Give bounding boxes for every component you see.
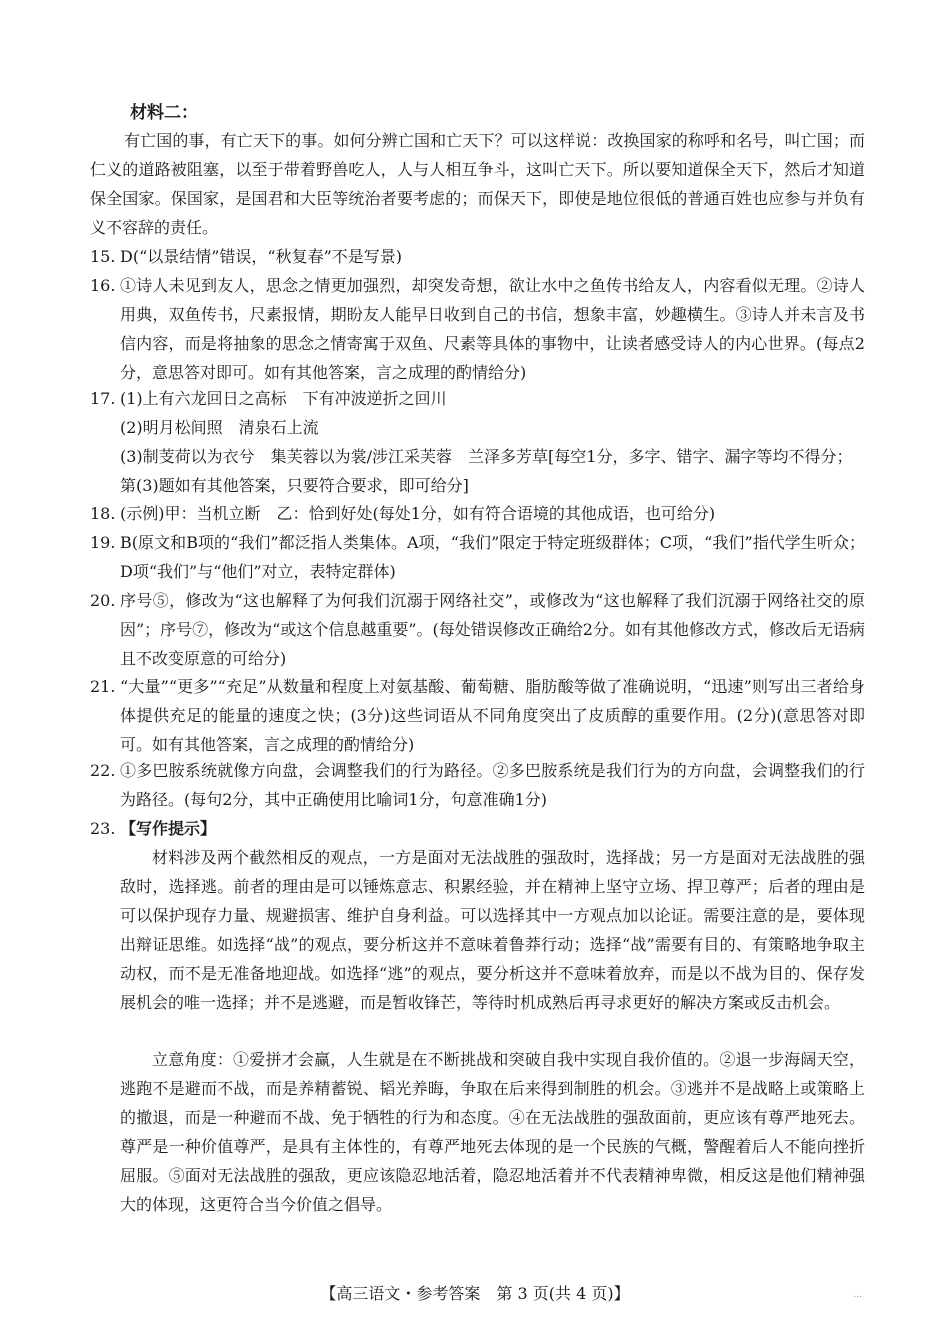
answer-text: ①多巴胺系统就像方向盘，会调整我们的行为路径。②多巴胺系统是我们行为的方向盘，会调整我们的行为路径。(每句2分，其中正确使用比喻词1分，句意准确1分) [120, 761, 865, 809]
answer-number: 16. [90, 276, 116, 295]
answer-text: (示例)甲：当机立断 乙：恰到好处(每处1分，如有符合语境的其他成语，也可给分) [120, 504, 716, 523]
answer-text: “大量”“更多”“充足”从数量和程度上对氨基酸、葡萄糖、脂肪酸等做了准确说明，“迅速”则写出三者给身体提供充足的能量的速度之快；(3分)这些词语从不同角度突出了皮质醇的重要作用。(2分)(意思答对即可。如有其他答案，言之成理的酌情给分) [120, 677, 865, 754]
writing-tips-heading: 【写作提示】 [120, 819, 217, 838]
answer-17-line2: (2)明月松间照 清泉石上流 [120, 418, 319, 437]
answer-text: B(原文和B项的“我们”都泛指人类集体。A项，“我们”限定于特定班级群体；C项，“我们”指代学生听众；D项“我们”与“他们”对立，表特定群体) [120, 533, 865, 581]
answer-number: 23. [90, 819, 116, 838]
answer-16 [90, 271, 865, 387]
answer-18 [90, 499, 865, 528]
writing-para-1: 材料涉及两个截然相反的观点，一方是面对无法战胜的强敌时，选择战；另一方是面对无法战胜的强敌时，选择逃。前者的理由是可以锤炼意志、积累经验，并在精神上坚守立场、捍卫尊严；后者的理由是可以保护现存力量、规避损害、维护自身利益。可以选择其中一方观点加以论证。需要注意的是，要体现出辩证思维。如选择“战”的观点，要分析这并不意味着鲁莽行动；选择“战”需要有目的、有策略地争取主动权，而不是无准备地迎战。如选择“逃”的观点，要分析这并不意味着放弃，而是以不战为目的、保存发展机会的唯一选择；并不是逃避，而是暂收锋芒，等待时机成熟后再寻求更好的解决方案或反击机会。 [120, 848, 865, 1012]
answer-number: 18. [90, 504, 116, 523]
page-footer: 【高三语文・参考答案 第 3 页(共 4 页)】 [320, 1284, 630, 1303]
corner-mark: ... [853, 1290, 862, 1300]
answer-22 [90, 756, 865, 814]
writing-para-2: 立意角度：①爱拼才会赢，人生就是在不断挑战和突破自我中实现自我价值的。②退一步海阔天空，逃跑不是避而不战，而是养精蓄锐、韬光养晦，争取在后来得到制胜的机会。③逃并不是战略上或策略上的撤退，而是一种避而不战、免于牺牲的行为和态度。④在无法战胜的强敌面前，更应该有尊严地死去。尊严是一种价值尊严，是具有主体性的，有尊严地死去体现的是一个民族的气概，警醒着后人不能向挫折屈服。⑤面对无法战胜的强敌，更应该隐忍地活着，隐忍地活着并不代表精神卑微，相反这是他们精神强大的体现，这更符合当今价值之倡导。 [120, 1050, 865, 1214]
answer-23 [90, 814, 865, 843]
answer-21 [90, 672, 865, 759]
answer-15 [90, 242, 865, 271]
answer-17-line3: (3)制芰荷以为衣兮 集芙蓉以为裳/涉江采芙蓉 兰泽多芳草[每空1分，多字、错字、漏字等均不得分；第(3)题如有其他答案，只要符合要求，即可给分] [120, 447, 853, 495]
answer-17 [90, 384, 865, 413]
answer-number: 17. [90, 389, 116, 408]
material2-title: 材料二： [130, 103, 198, 123]
answer-number: 20. [90, 591, 116, 610]
answer-20 [90, 586, 865, 673]
answer-text: D(“以景结情”错误，“秋复春”不是写景) [120, 247, 403, 266]
answer-number: 21. [90, 677, 116, 696]
answer-number: 15. [90, 247, 116, 266]
answer-number: 19. [90, 533, 116, 552]
answer-19 [90, 528, 865, 586]
answer-text: (1)上有六龙回日之高标 下有冲波逆折之回川 [120, 389, 447, 408]
material2-text: 有亡国的事，有亡天下的事。如何分辨亡国和亡天下？可以这样说：改换国家的称呼和名号，叫亡国；而仁义的道路被阻塞，以至于带着野兽吃人，人与人相互争斗，这叫亡天下。所以要知道保全天下，然后才知道保全国家。保国家，是国君和大臣等统治者要考虑的；而保天下，即使是地位很低的普通百姓也应参与并负有义不容辞的责任。 [90, 131, 865, 237]
answer-text: ①诗人未见到友人，思念之情更加强烈，却突发奇想，欲让水中之鱼传书给友人，内容看似无理。②诗人用典，双鱼传书，尺素报情，期盼友人能早日收到自己的书信，想象丰富，妙趣横生。③诗人并未言及书信内容，而是将抽象的思念之情寄寓于双鱼、尺素等具体的事物中，让读者感受诗人的内心世界。(每点2分，意思答对即可。如有其他答案，言之成理的酌情给分) [120, 276, 865, 382]
answer-number: 22. [90, 761, 116, 780]
answer-text: 序号⑤，修改为“这也解释了为何我们沉溺于网络社交”，或修改为“这也解释了我们沉溺于网络社交的原因”；序号⑦，修改为“或这个信息越重要”。(每处错误修改正确给2分。如有其他修改方式，修改后无语病且不改变原意的可给分) [120, 591, 865, 668]
